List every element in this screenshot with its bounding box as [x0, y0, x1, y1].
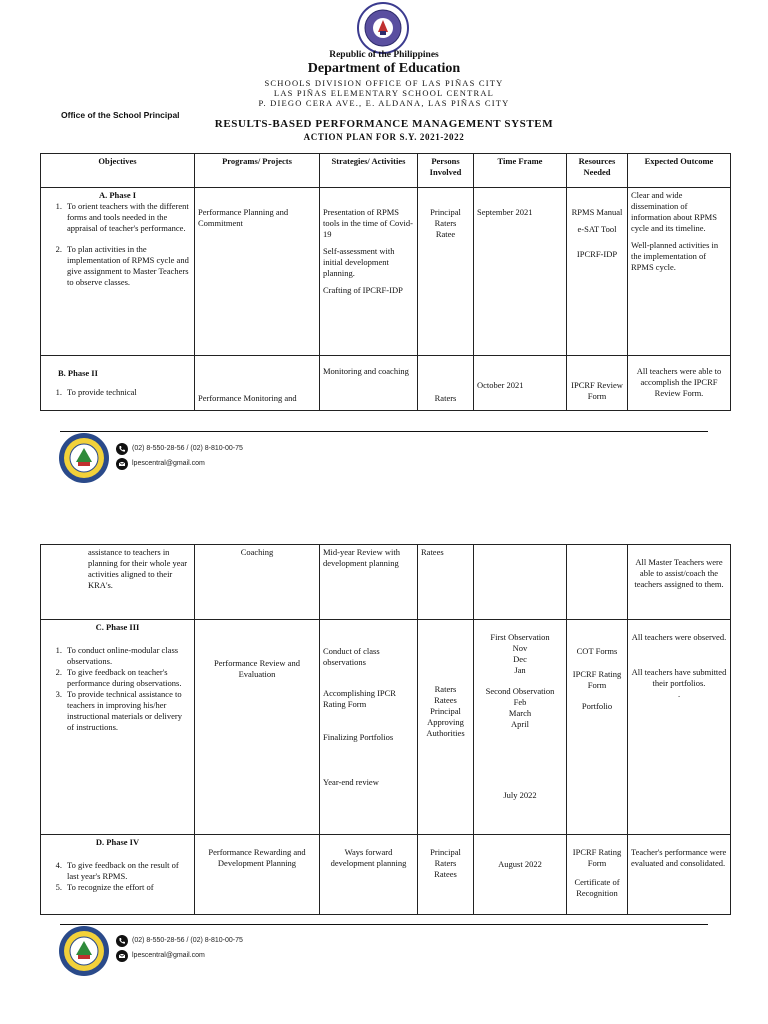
phase3-resource-2: IPCRF Rating Form	[572, 669, 622, 691]
phase3-time-end: July 2022	[503, 790, 537, 801]
phase4-resource-2: Certificate of Recognition	[574, 877, 620, 899]
phase1-outcome-2: Well-planned activities in the implementation of RPMS cycle.	[631, 240, 719, 273]
phone-icon	[116, 443, 128, 455]
phase2-persons: Raters	[434, 393, 457, 403]
phase3-strategy-2: Accomplishing IPCR Rating Form	[323, 688, 396, 710]
footer-email: lpescentral@gmail.com	[132, 460, 205, 467]
phase1-resource-2: e-SAT Tool	[577, 224, 617, 235]
table-row-phase4	[41, 835, 731, 915]
phase3-time-month: Jan	[514, 665, 526, 676]
phase3-resource-1: COT Forms	[576, 646, 618, 656]
division-line: SCHOOLS DIVISION OFFICE OF LAS PIÑAS CITY	[264, 78, 504, 88]
phase1-time-frame: September 2021	[477, 207, 533, 217]
phase3-objective-3: To provide technical assistance to teachers in improving his/her instructional materials or delivery of instructions.	[67, 689, 182, 733]
phase1-objective-1: To orient teachers with the different forms and tools needed in the appraisal of teacher's performance.	[67, 201, 189, 234]
table-row-phase2-continued	[41, 545, 731, 620]
phase3-outcome-2: All teachers have submitted their portfolios.	[631, 667, 727, 689]
phase1-program: Performance Planning and Commitment	[198, 207, 289, 229]
phase3-time-month: Nov	[512, 643, 528, 654]
list-number: 1.	[55, 387, 62, 398]
phase3-outcome-1: All teachers were observed.	[631, 632, 727, 642]
phase1-strategy-2: Self-assessment with initial development planning.	[323, 246, 395, 279]
republic-line: Republic of the Philippines	[329, 50, 439, 60]
phase1-person: Principal	[430, 207, 461, 217]
phase2-strategy: Monitoring and coaching	[323, 366, 409, 376]
col-header-time-frame: Time Frame	[474, 154, 567, 188]
action-plan-table-page2	[40, 544, 731, 915]
col-header-objectives: Objectives	[41, 154, 195, 188]
phase2-program-continued: Coaching	[240, 547, 274, 557]
phase4-title: D. Phase IV	[95, 837, 140, 847]
phase3-time-second: Second Observation	[485, 686, 555, 697]
list-number: 1.	[55, 645, 62, 656]
system-title: RESULTS-BASED PERFORMANCE MANAGEMENT SYSTEM	[214, 118, 554, 130]
phase3-time-first: First Observation	[490, 632, 550, 642]
phase3-person: Raters	[434, 684, 457, 694]
department-title: Department of Education	[307, 61, 461, 76]
phase3-person: Approving Authorities	[426, 717, 465, 739]
phase3-objective-1: To conduct online-modular class observations.	[67, 645, 179, 667]
email-icon	[116, 950, 128, 962]
phase2-outcome-2: All Master Teachers were able to assist/coach the teachers assigned to them.	[634, 557, 724, 590]
phase4-person: Ratees	[434, 869, 457, 880]
list-number: 1.	[55, 201, 62, 212]
phase3-title: C. Phase III	[95, 622, 140, 632]
phase3-time-month: Dec	[513, 654, 527, 665]
footer-email: lpescentral@gmail.com	[132, 952, 205, 959]
phase1-person: Ratee	[435, 229, 456, 240]
phase1-person: Raters	[434, 218, 457, 229]
email-icon	[116, 458, 128, 470]
action-plan-table-page1	[40, 153, 731, 411]
footer-divider	[60, 431, 708, 432]
phase2-resource: IPCRF Review Form	[571, 380, 623, 402]
table-row-phase1	[41, 188, 731, 356]
list-number: 4.	[55, 860, 62, 871]
phase3-time-month: April	[511, 719, 529, 730]
phase2-strategy-2: Mid-year Review with development planning	[323, 547, 400, 569]
phase1-objectives	[41, 188, 195, 356]
phase3-person: Ratees	[434, 695, 457, 706]
footer-phone: (02) 8-550-28-56 / (02) 8-810-00-75	[132, 937, 243, 944]
phase1-strategy-3: Crafting of IPCRF-IDP	[323, 285, 403, 296]
phase1-objective-2: To plan activities in the implementation of RPMS cycle and give assignment to Master Teachers to observe classes.	[67, 244, 189, 288]
phase1-outcome-1: Clear and wide dissemination of information about RPMS cycle and its timeline.	[631, 190, 717, 234]
table-row-phase2	[41, 356, 731, 411]
table-header-row	[41, 154, 731, 188]
list-number: 3.	[55, 689, 62, 700]
list-number: 2.	[55, 244, 62, 255]
phase4-objective-2: To recognize the effort of	[67, 882, 154, 893]
col-header-programs: Programs/ Projects	[195, 154, 320, 188]
phase4-strategy: Ways forward development planning	[330, 847, 407, 869]
phase2-program: Performance Monitoring and	[198, 393, 297, 403]
footer-phone: (02) 8-550-28-56 / (02) 8-810-00-75	[132, 445, 243, 452]
phase3-strategy-4: Year-end review	[323, 777, 379, 788]
phone-icon	[116, 935, 128, 947]
col-header-outcome: Expected Outcome	[628, 154, 731, 188]
phase3-strategy-3: Finalizing Portfolios	[323, 732, 394, 743]
plan-title: ACTION PLAN FOR S.Y. 2021-2022	[303, 132, 465, 142]
school-logo	[58, 925, 110, 977]
phase2-objective-1: To provide technical	[67, 387, 137, 398]
col-header-resources: Resources Needed	[567, 154, 628, 188]
col-header-persons: Persons Involved	[418, 154, 474, 188]
col-header-strategies: Strategies/ Activities	[320, 154, 418, 188]
phase4-person: Principal	[430, 847, 461, 857]
phase2-title: B. Phase II	[58, 368, 98, 378]
list-number: 5.	[55, 882, 62, 893]
phase4-objective-1: To give feedback on the result of last year's RPMS.	[67, 860, 179, 882]
phase4-outcome: Teacher's performance were evaluated and consolidated.	[631, 847, 727, 869]
phase2-time-frame: October 2021	[477, 380, 524, 390]
phase4-person: Raters	[434, 858, 457, 869]
school-logo	[58, 432, 110, 484]
phase4-time-frame: August 2022	[498, 859, 542, 869]
phase3-resource-3: Portfolio	[581, 701, 613, 712]
address-line: P. DIEGO CERA AVE., E. ALDANA, LAS PIÑAS CITY	[258, 98, 510, 108]
phase4-resource-1: IPCRF Rating Form	[572, 847, 622, 869]
phase1-strategy-1: Presentation of RPMS tools in the time of Covid-19	[323, 207, 413, 240]
phase3-person: Principal	[430, 706, 461, 717]
footer-divider	[60, 924, 708, 925]
table-row-phase3	[41, 620, 731, 835]
phase3-outcome-3: .	[677, 689, 681, 700]
list-number: 2.	[55, 667, 62, 678]
deped-seal-logo	[357, 2, 409, 54]
phase3-program: Performance Review and Evaluation	[214, 658, 300, 680]
phase2-objective-continued: assistance to teachers in planning for their whole year activities aligned to their KRA's.	[88, 547, 188, 591]
office-label: Office of the School Principal	[61, 110, 180, 120]
phase3-strategy-1: Conduct of class observations	[323, 646, 380, 668]
phase2-outcome: All teachers were able to accomplish the IPCRF Review Form.	[636, 366, 722, 399]
phase2-persons-2: Ratees	[421, 547, 444, 557]
school-line: LAS PIÑAS ELEMENTARY SCHOOL CENTRAL	[273, 88, 495, 98]
phase1-resource-3: IPCRF-IDP	[576, 249, 618, 260]
phase1-resource-1: RPMS Manual	[571, 207, 623, 217]
phase3-objective-2: To give feedback on teacher's performance during observations.	[67, 667, 182, 689]
phase1-title: A. Phase I	[98, 190, 137, 200]
phase3-time-month: March	[508, 708, 532, 719]
phase3-time-month: Feb	[513, 697, 527, 708]
phase4-program: Performance Rewarding and Development Planning	[208, 847, 306, 869]
